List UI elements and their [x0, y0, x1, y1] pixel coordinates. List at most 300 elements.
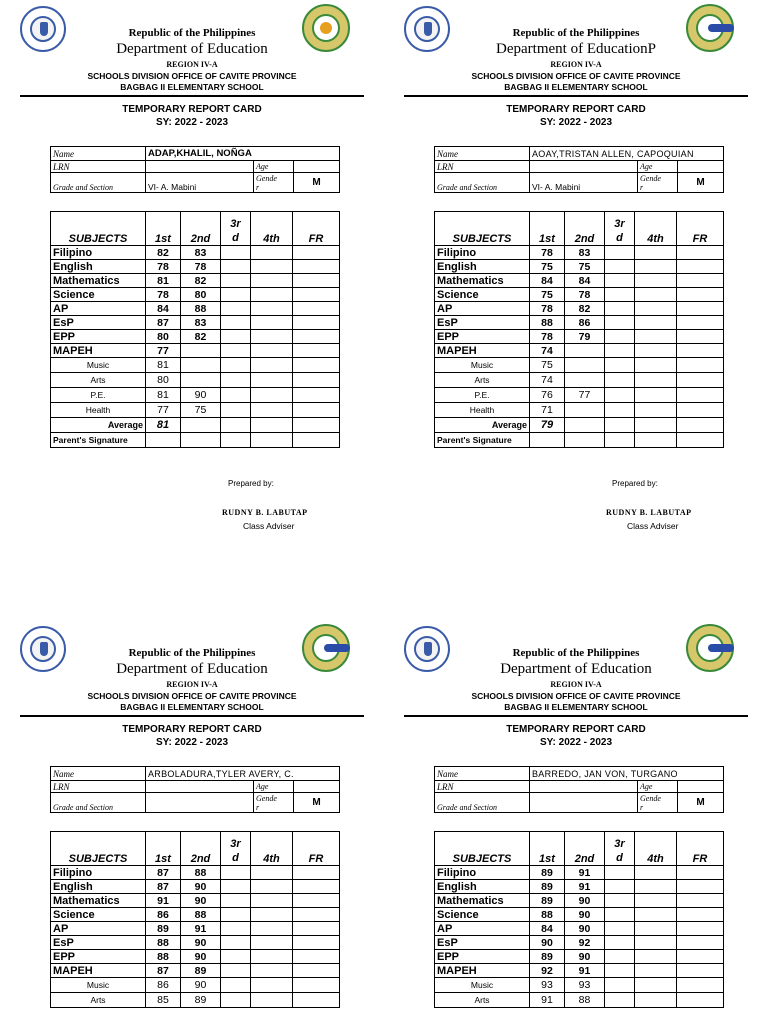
subject-label: EsP [435, 316, 530, 330]
subject-label: Mathematics [435, 894, 530, 908]
age-label: Age [254, 781, 294, 793]
subject-label: English [435, 260, 530, 274]
table-row [435, 922, 724, 936]
adviser-role: Class Adviser [243, 521, 295, 531]
q2-grade: 93 [565, 978, 605, 993]
q2-grade: 90 [181, 880, 221, 894]
school-year: SY: 2022 - 2023 [539, 117, 613, 128]
q2-grade: 79 [565, 330, 605, 344]
age-label: Age [638, 781, 678, 793]
subject-label: Mathematics [51, 894, 146, 908]
table-row [51, 373, 340, 388]
q1-grade: 80 [146, 373, 181, 388]
component-label: Arts [435, 993, 530, 1008]
subject-label: Science [435, 908, 530, 922]
table-row [435, 246, 724, 260]
q1-grade: 89 [530, 866, 565, 880]
q2-grade: 88 [181, 302, 221, 316]
q2-grade: 90 [565, 922, 605, 936]
grades-table [50, 211, 340, 448]
subject-label: MAPEH [435, 344, 530, 358]
prepared-by-label: Prepared by: [612, 479, 658, 488]
q2-grade: 90 [181, 388, 221, 403]
q1-grade: 85 [146, 993, 181, 1008]
school-year: SY: 2022 - 2023 [155, 117, 229, 128]
table-row [435, 950, 724, 964]
lrn-label: LRN [435, 161, 530, 173]
table-row [435, 908, 724, 922]
region-heading: REGION IV-A [550, 60, 602, 69]
q1-grade: 84 [146, 302, 181, 316]
grade-section-value: VI- A. Mabini [146, 173, 254, 193]
table-row [51, 344, 340, 358]
q1-grade: 88 [530, 316, 565, 330]
q2-grade: 89 [181, 964, 221, 978]
q3-header: 3r d [605, 832, 635, 866]
subjects-header: SUBJECTS [51, 832, 146, 866]
q1-grade: 78 [530, 330, 565, 344]
student-info-table [434, 766, 724, 813]
q1-grade: 78 [146, 288, 181, 302]
q1-header: 1st [146, 212, 181, 246]
table-row [51, 288, 340, 302]
q1-grade: 80 [146, 330, 181, 344]
subject-label: Mathematics [51, 274, 146, 288]
q1-grade: 75 [530, 260, 565, 274]
q1-grade: 88 [146, 950, 181, 964]
subject-label: Filipino [435, 866, 530, 880]
age-label: Age [638, 161, 678, 173]
adviser-name: RUDNY B. LABUTAP [606, 508, 692, 517]
subject-label: EPP [435, 950, 530, 964]
report-card-2 [384, 0, 768, 531]
lrn-label: LRN [51, 161, 146, 173]
table-row [435, 978, 724, 993]
subject-label: AP [51, 922, 146, 936]
fr-header: FR [293, 212, 340, 246]
subjects-header: SUBJECTS [435, 832, 530, 866]
gender-label: Gende r [254, 793, 294, 813]
average-row [435, 418, 724, 433]
q1-grade: 87 [146, 316, 181, 330]
subject-label: Filipino [51, 246, 146, 260]
q2-grade: 84 [565, 274, 605, 288]
subject-label: Filipino [51, 866, 146, 880]
q2-header: 2nd [565, 832, 605, 866]
q2-grade: 91 [565, 880, 605, 894]
q2-grade: 82 [181, 330, 221, 344]
q1-grade: 86 [146, 908, 181, 922]
signature-row [435, 433, 724, 448]
subject-label: English [51, 880, 146, 894]
grade-section-value [530, 793, 638, 813]
grade-section-value [146, 793, 254, 813]
table-row [435, 866, 724, 880]
q3-header: 3r d [221, 832, 251, 866]
q1-grade: 88 [146, 936, 181, 950]
q2-grade: 90 [565, 908, 605, 922]
q2-grade: 92 [565, 936, 605, 950]
q2-header: 2nd [181, 212, 221, 246]
subject-label: EPP [51, 330, 146, 344]
q4-header: 4th [635, 212, 677, 246]
average-row [51, 418, 340, 433]
q1-grade: 86 [146, 978, 181, 993]
q2-grade: 77 [565, 388, 605, 403]
q2-grade: 75 [565, 260, 605, 274]
student-name: ARBOLADURA,TYLER AVERY, C. [146, 767, 340, 781]
q2-grade: 90 [181, 978, 221, 993]
table-row [51, 260, 340, 274]
table-row [51, 950, 340, 964]
q2-grade [565, 373, 605, 388]
table-row [435, 373, 724, 388]
table-row [435, 894, 724, 908]
subject-label: EsP [51, 316, 146, 330]
student-info-table [50, 766, 340, 813]
q2-grade: 83 [181, 246, 221, 260]
q2-grade [181, 344, 221, 358]
age-value [678, 781, 724, 793]
component-label: Health [435, 403, 530, 418]
subject-label: AP [51, 302, 146, 316]
age-label: Age [254, 161, 294, 173]
table-row [51, 274, 340, 288]
fr-header: FR [293, 832, 340, 866]
student-info-table [50, 146, 340, 193]
republic-heading: Republic of the Philippines [512, 27, 640, 39]
q2-grade: 75 [181, 403, 221, 418]
table-row [51, 866, 340, 880]
q2-grade [565, 344, 605, 358]
subject-label: MAPEH [51, 344, 146, 358]
q1-grade: 78 [146, 260, 181, 274]
prepared-by-label: Prepared by: [228, 479, 274, 488]
q1-grade: 75 [530, 358, 565, 373]
lrn-value [530, 161, 638, 173]
q1-header: 1st [146, 832, 181, 866]
subject-label: Mathematics [435, 274, 530, 288]
grades-table [50, 831, 340, 1008]
q1-grade: 81 [146, 274, 181, 288]
header-divider [20, 95, 364, 97]
school-heading: BAGBAG II ELEMENTARY SCHOOL [120, 82, 264, 92]
school-year: SY: 2022 - 2023 [155, 737, 229, 748]
table-row [435, 316, 724, 330]
gender-value: M [678, 793, 724, 813]
gender-value: M [678, 173, 724, 193]
report-card-4 [384, 620, 768, 1024]
q1-grade: 82 [146, 246, 181, 260]
q1-grade: 87 [146, 964, 181, 978]
lrn-label: LRN [435, 781, 530, 793]
q1-grade: 81 [146, 388, 181, 403]
q1-grade: 78 [530, 246, 565, 260]
region-heading: REGION IV-A [166, 60, 218, 69]
signature-row [51, 433, 340, 448]
table-row [435, 993, 724, 1008]
table-row [51, 302, 340, 316]
component-label: P.E. [435, 388, 530, 403]
q1-grade: 89 [530, 880, 565, 894]
table-row [51, 358, 340, 373]
age-value [294, 161, 340, 173]
q4-header: 4th [251, 832, 293, 866]
q3-header: 3r d [605, 212, 635, 246]
q2-grade: 86 [565, 316, 605, 330]
table-row [435, 288, 724, 302]
table-row [51, 978, 340, 993]
table-row [51, 993, 340, 1008]
q1-grade: 89 [530, 950, 565, 964]
subject-label: Filipino [435, 246, 530, 260]
report-card-title: TEMPORARY REPORT CARD [122, 104, 262, 115]
q1-grade: 92 [530, 964, 565, 978]
subject-label: Science [51, 288, 146, 302]
name-label: Name [435, 147, 530, 161]
q1-grade: 77 [146, 344, 181, 358]
subject-label: AP [435, 922, 530, 936]
subject-label: EPP [51, 950, 146, 964]
q2-header: 2nd [565, 212, 605, 246]
table-row [51, 246, 340, 260]
q1-grade: 89 [530, 894, 565, 908]
component-label: Arts [51, 373, 146, 388]
adviser-role: Class Adviser [627, 521, 679, 531]
q1-header: 1st [530, 832, 565, 866]
subject-label: EsP [51, 936, 146, 950]
republic-heading: Republic of the Philippines [128, 647, 256, 659]
q1-grade: 76 [530, 388, 565, 403]
department-heading: Department of Education [500, 661, 652, 677]
q1-header: 1st [530, 212, 565, 246]
parent-signature-label: Parent's Signature [435, 433, 530, 448]
average-label: Average [51, 418, 146, 433]
grade-section-label: Grade and Section [435, 173, 530, 193]
q2-grade: 89 [181, 993, 221, 1008]
q2-grade: 90 [181, 936, 221, 950]
q2-grade: 88 [181, 908, 221, 922]
q1-grade: 87 [146, 880, 181, 894]
parent-signature-label: Parent's Signature [51, 433, 146, 448]
table-row [435, 302, 724, 316]
q1-grade: 91 [146, 894, 181, 908]
grades-table [434, 831, 724, 1008]
component-label: Music [435, 358, 530, 373]
table-row [51, 403, 340, 418]
age-value [678, 161, 724, 173]
table-row [435, 274, 724, 288]
table-row [435, 880, 724, 894]
fr-header: FR [677, 832, 724, 866]
student-info-table [434, 146, 724, 193]
component-label: P.E. [51, 388, 146, 403]
table-row [435, 358, 724, 373]
gender-label: Gende r [254, 173, 294, 193]
table-row [51, 964, 340, 978]
q2-grade [565, 358, 605, 373]
republic-heading: Republic of the Philippines [128, 27, 256, 39]
q2-grade: 82 [181, 274, 221, 288]
table-row [51, 388, 340, 403]
q1-grade: 84 [530, 922, 565, 936]
adviser-name: RUDNY B. LABUTAP [222, 508, 308, 517]
q1-grade: 78 [530, 302, 565, 316]
table-row [51, 880, 340, 894]
subject-label: MAPEH [435, 964, 530, 978]
table-row [435, 403, 724, 418]
name-label: Name [435, 767, 530, 781]
grade-section-label: Grade and Section [51, 173, 146, 193]
q2-grade: 80 [181, 288, 221, 302]
q2-grade: 83 [181, 316, 221, 330]
q2-grade [181, 358, 221, 373]
q1-grade: 74 [530, 373, 565, 388]
q1-grade: 81 [146, 358, 181, 373]
name-label: Name [51, 147, 146, 161]
table-row [435, 344, 724, 358]
table-row [435, 936, 724, 950]
subject-label: Science [435, 288, 530, 302]
q2-grade: 90 [565, 950, 605, 964]
table-row [51, 908, 340, 922]
school-heading: BAGBAG II ELEMENTARY SCHOOL [504, 82, 648, 92]
fr-header: FR [677, 212, 724, 246]
division-heading: SCHOOLS DIVISION OFFICE OF CAVITE PROVINCE [471, 71, 681, 81]
subject-label: English [435, 880, 530, 894]
grade-section-value: VI- A. Mabini [530, 173, 638, 193]
lrn-value [146, 781, 254, 793]
q2-grade: 78 [181, 260, 221, 274]
header-divider [404, 715, 748, 717]
division-heading: SCHOOLS DIVISION OFFICE OF CAVITE PROVINCE [87, 71, 297, 81]
average-label: Average [435, 418, 530, 433]
republic-heading: Republic of the Philippines [512, 647, 640, 659]
grades-table [434, 211, 724, 448]
q2-grade: 83 [565, 246, 605, 260]
report-card-title: TEMPORARY REPORT CARD [506, 104, 646, 115]
division-heading: SCHOOLS DIVISION OFFICE OF CAVITE PROVINCE [87, 691, 297, 701]
table-row [435, 330, 724, 344]
q2-grade [565, 403, 605, 418]
table-row [435, 388, 724, 403]
report-card-title: TEMPORARY REPORT CARD [506, 724, 646, 735]
component-label: Arts [51, 993, 146, 1008]
component-label: Arts [435, 373, 530, 388]
report-card-1 [0, 0, 384, 531]
q1-grade: 91 [530, 993, 565, 1008]
subject-label: AP [435, 302, 530, 316]
q1-grade: 87 [146, 866, 181, 880]
table-row [435, 260, 724, 274]
table-row [51, 330, 340, 344]
q1-grade: 89 [146, 922, 181, 936]
subject-label: MAPEH [51, 964, 146, 978]
component-label: Music [435, 978, 530, 993]
gender-value: M [294, 793, 340, 813]
subjects-header: SUBJECTS [51, 212, 146, 246]
school-heading: BAGBAG II ELEMENTARY SCHOOL [504, 702, 648, 712]
average-value: 79 [530, 418, 565, 433]
q2-grade: 91 [181, 922, 221, 936]
region-heading: REGION IV-A [166, 680, 218, 689]
subject-label: Science [51, 908, 146, 922]
age-value [294, 781, 340, 793]
q2-grade: 78 [565, 288, 605, 302]
subjects-header: SUBJECTS [435, 212, 530, 246]
table-row [435, 964, 724, 978]
student-name: ADAP,KHALIL, NOÑGA [146, 147, 340, 161]
department-heading: Department of Education [116, 41, 268, 57]
q2-grade: 90 [181, 950, 221, 964]
table-row [51, 922, 340, 936]
subject-label: EsP [435, 936, 530, 950]
q1-grade: 88 [530, 908, 565, 922]
q2-grade: 82 [565, 302, 605, 316]
component-label: Health [51, 403, 146, 418]
header-divider [20, 715, 364, 717]
q2-grade: 90 [181, 894, 221, 908]
grade-section-label: Grade and Section [435, 793, 530, 813]
student-name: BARREDO, JAN VON, TURGANO [530, 767, 724, 781]
q1-grade: 71 [530, 403, 565, 418]
department-heading: Department of EducationP [496, 41, 656, 57]
q1-grade: 77 [146, 403, 181, 418]
header-divider [404, 95, 748, 97]
q2-grade: 88 [565, 993, 605, 1008]
subject-label: EPP [435, 330, 530, 344]
component-label: Music [51, 978, 146, 993]
subject-label: English [51, 260, 146, 274]
lrn-value [530, 781, 638, 793]
table-row [51, 936, 340, 950]
q2-grade [181, 373, 221, 388]
gender-label: Gende r [638, 793, 678, 813]
lrn-label: LRN [51, 781, 146, 793]
q2-header: 2nd [181, 832, 221, 866]
q1-grade: 75 [530, 288, 565, 302]
q1-grade: 84 [530, 274, 565, 288]
q2-grade: 91 [565, 866, 605, 880]
q4-header: 4th [251, 212, 293, 246]
gender-value: M [294, 173, 340, 193]
q3-header: 3r d [221, 212, 251, 246]
table-row [51, 894, 340, 908]
component-label: Music [51, 358, 146, 373]
division-heading: SCHOOLS DIVISION OFFICE OF CAVITE PROVINCE [471, 691, 681, 701]
school-year: SY: 2022 - 2023 [539, 737, 613, 748]
lrn-value [146, 161, 254, 173]
q1-grade: 74 [530, 344, 565, 358]
report-card-title: TEMPORARY REPORT CARD [122, 724, 262, 735]
gender-label: Gende r [638, 173, 678, 193]
q4-header: 4th [635, 832, 677, 866]
department-heading: Department of Education [116, 661, 268, 677]
q1-grade: 90 [530, 936, 565, 950]
school-heading: BAGBAG II ELEMENTARY SCHOOL [120, 702, 264, 712]
q1-grade: 93 [530, 978, 565, 993]
student-name: AOAY,TRISTAN ALLEN, CAPOQUIAN [530, 147, 724, 161]
q2-grade: 90 [565, 894, 605, 908]
table-row [51, 316, 340, 330]
name-label: Name [51, 767, 146, 781]
region-heading: REGION IV-A [550, 680, 602, 689]
q2-grade: 91 [565, 964, 605, 978]
report-card-3 [0, 620, 384, 1024]
q2-grade: 88 [181, 866, 221, 880]
grade-section-label: Grade and Section [51, 793, 146, 813]
average-value: 81 [146, 418, 181, 433]
